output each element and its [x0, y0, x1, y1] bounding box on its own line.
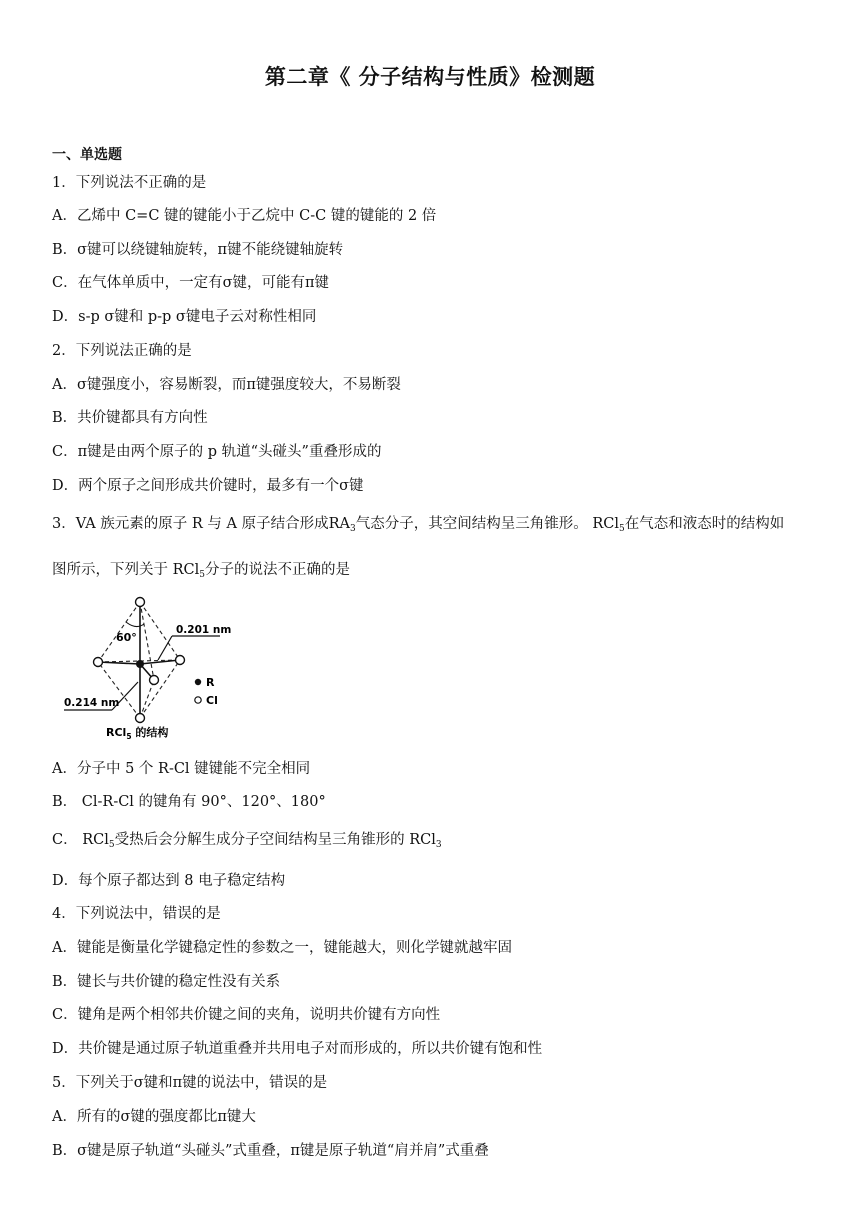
legend-cl-dot [195, 697, 201, 703]
bond-length-label-2: 0.214 nm [64, 697, 120, 709]
pointer-0201 [158, 636, 172, 660]
question-2-option-d: D．两个原子之间形成共价键时，最多有一个σ键 [52, 478, 364, 494]
question-2-stem: 2．下列说法正确的是 [52, 343, 192, 359]
section-heading: 一、单选题 [52, 147, 122, 163]
question-3-stem-line-1 [52, 514, 784, 539]
cl-atom-bottom [136, 714, 145, 723]
question-1-option-b: B．σ键可以绕键轴旋转，π键不能绕键轴旋转 [52, 242, 344, 258]
formula-rcl5: RCl$_5$ [592, 516, 625, 534]
question-1-option-c: C．在气体单质中，一定有σ键，可能有π键 [52, 275, 330, 291]
r-atom-center [136, 660, 144, 668]
question-1-option-a: A．乙烯中 C=C 键的键能小于乙烷中 C-C 键的键能的 2 倍 [52, 208, 437, 224]
question-3-option-b: B． Cl-R-Cl 的键角有 90°、120°、180° [52, 794, 326, 810]
question-5-option-b: B．σ键是原子轨道“头碰头”式重叠，π键是原子轨道“肩并肩”式重叠 [52, 1143, 489, 1159]
question-3-stem-part-2: 气态分子，其空间结构呈三角锥形。 [355, 516, 588, 532]
question-4-option-d: D．共价键是通过原子轨道重叠并共用电子对而形成的，所以共价键有饱和性 [52, 1041, 543, 1057]
question-4-option-a: A．键能是衡量化学键稳定性的参数之一，键能越大，则化学键就越牢固 [52, 940, 512, 956]
formula-rcl5-option: RCl$_5$ [82, 832, 115, 850]
question-4-stem: 4．下列说法中，错误的是 [52, 906, 221, 922]
cl-atom-top [136, 598, 145, 607]
question-3-stem-part-1: 3．VA 族元素的原子 R 与 A 原子结合形成 [52, 516, 329, 532]
document-title: 第二章《 分子结构与性质》检测题 [264, 65, 596, 89]
question-5-option-a: A．所有的σ键的强度都比π键大 [52, 1109, 256, 1125]
cl-atom-left [94, 658, 103, 667]
question-2-option-a: A．σ键强度小，容易断裂，而π键强度较大，不易断裂 [52, 377, 401, 393]
figure-caption: RCl$_5$ 的结构 [106, 726, 169, 741]
question-3-option-a: A．分子中 5 个 R-Cl 键键能不完全相同 [52, 761, 311, 777]
question-4-option-c: C．键角是两个相邻共价键之间的夹角，说明共价键有方向性 [52, 1007, 441, 1023]
question-3-option-d: D．每个原子都达到 8 电子稳定结构 [52, 873, 286, 889]
question-2-option-b: B．共价键都具有方向性 [52, 410, 208, 426]
cl-atom-front [150, 676, 159, 685]
formula-ra3: $RA_3$ [328, 516, 356, 534]
question-3-stem-line-2-part-2: 分子的说法不正确的是 [205, 562, 350, 578]
rcl5-structure-diagram [60, 594, 240, 744]
question-5-stem: 5．下列关于σ键和π键的说法中，错误的是 [52, 1075, 328, 1091]
formula-rcl3: RCl$_3$ [409, 832, 442, 850]
legend-cl-label: Cl [206, 694, 218, 707]
cl-atom-right [176, 656, 185, 665]
question-1-stem: 1．下列说法不正确的是 [52, 175, 207, 191]
legend-r-label: R [206, 676, 215, 689]
question-3-stem-line-2 [52, 560, 350, 585]
question-2-option-c: C．π键是由两个原子的 p 轨道“头碰头”重叠形成的 [52, 444, 382, 460]
legend-r-dot [195, 679, 201, 685]
angle-arc [126, 622, 144, 627]
question-3-option-c: C． RCl$_5$受热后会分解生成分子空间结构呈三角锥形的 RCl$_3$ [52, 832, 442, 850]
question-3-stem-line-2-part-1: 图所示，下列关于 [52, 562, 168, 578]
question-1-option-d: D．s-p σ键和 p-p σ键电子云对称性相同 [52, 309, 317, 325]
angle-label: 60° [116, 631, 137, 644]
formula-rcl5-2: RCl$_5$ [172, 562, 205, 580]
bond-length-label-1: 0.201 nm [176, 624, 232, 636]
question-3-stem-part-3: 在气态和液态时的结构如 [624, 516, 785, 532]
question-4-option-b: B．键长与共价键的稳定性没有关系 [52, 974, 281, 990]
rcl5-structure-figure [60, 594, 240, 744]
